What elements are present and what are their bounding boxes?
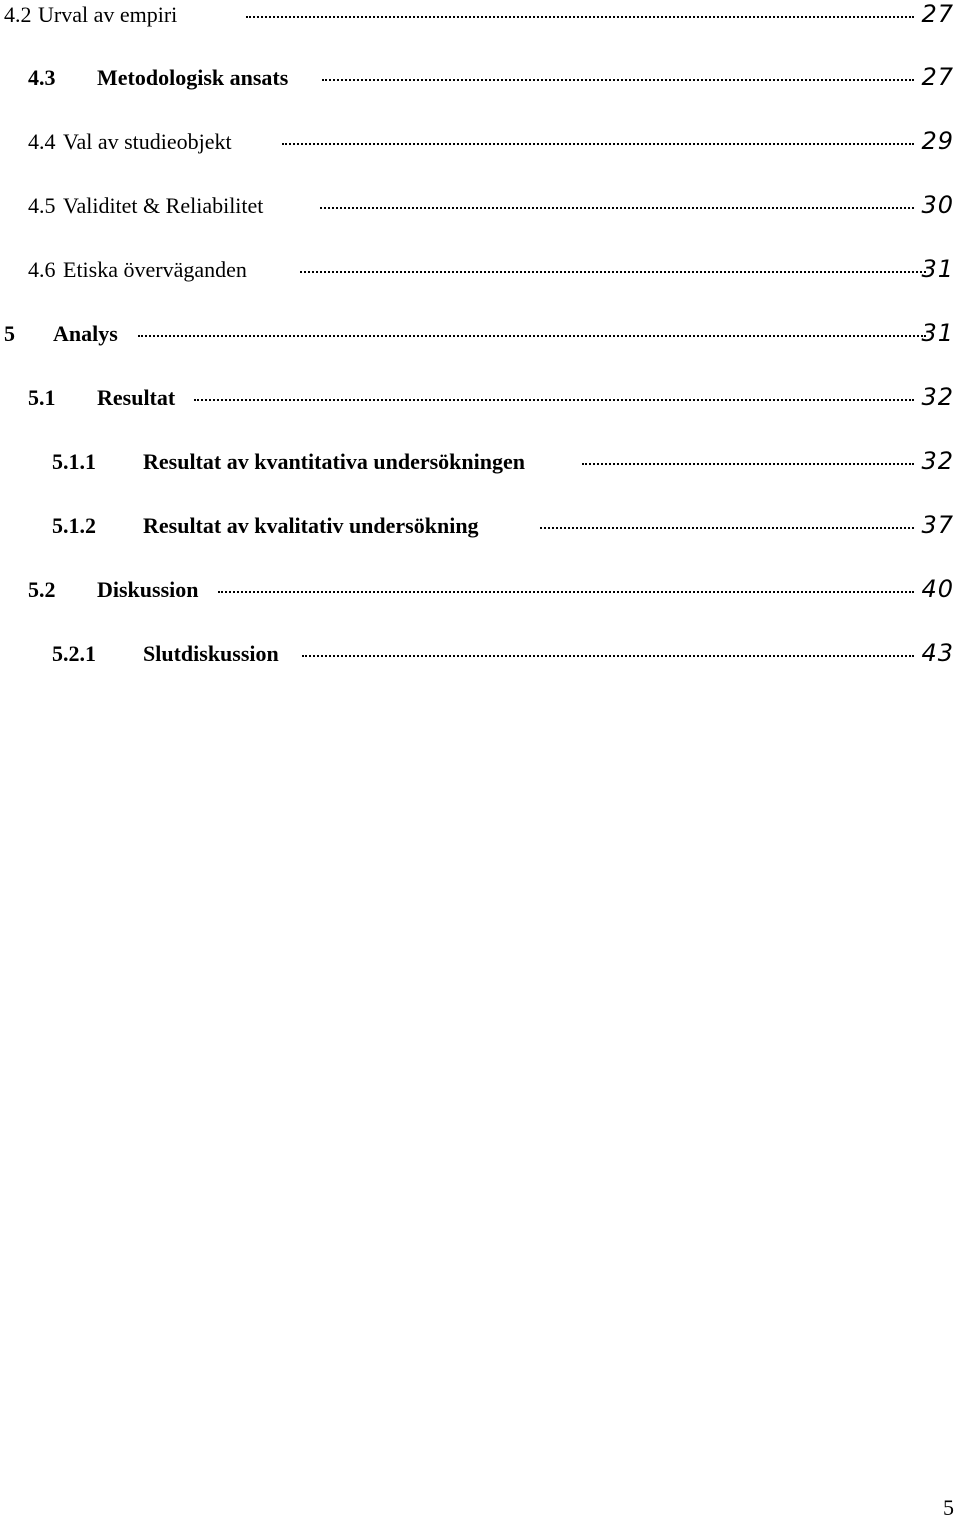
toc-entry-number: 4.3 (28, 65, 56, 90)
toc-entry-number: 5.2.1 (52, 641, 96, 666)
toc-entry-4-4[interactable] (0, 128, 960, 168)
toc-entry-number: 4.5 (28, 193, 56, 218)
toc-entry-number: 4.4 (28, 129, 56, 154)
toc-entry-page: 43 (921, 639, 954, 667)
toc-entry-4-5[interactable] (0, 192, 960, 232)
toc-entry-number: 4.2 (4, 2, 32, 27)
toc-entry-page: 31 (921, 319, 954, 347)
toc-entry-4-6[interactable] (0, 256, 960, 296)
toc-entry-5-1-1[interactable] (0, 448, 960, 488)
dot-leader (138, 331, 926, 337)
toc-entry-title: Diskussion (97, 577, 199, 602)
page-number: 5 (943, 1495, 954, 1520)
toc-entry-number: 5.2 (28, 577, 56, 602)
toc-entry-number: 5.1.1 (52, 449, 96, 474)
toc-entry-title: Analys (53, 321, 118, 346)
dot-leader (320, 203, 914, 209)
toc-entry-title: Slutdiskussion (143, 641, 279, 666)
toc-entry-number: 5.1.2 (52, 513, 96, 538)
toc-entry-title: Val av studieobjekt (63, 129, 232, 154)
dot-leader (218, 587, 914, 593)
toc-entry-4-2[interactable] (0, 1, 960, 41)
dot-leader (194, 395, 914, 401)
toc-entry-title: Metodologisk ansats (97, 65, 289, 90)
toc-entry-title: Validitet & Reliabilitet (63, 193, 264, 218)
dot-leader (322, 75, 914, 81)
dot-leader (540, 523, 914, 529)
toc-entry-page: 37 (921, 511, 954, 539)
toc-entry-page: 27 (921, 0, 954, 28)
toc-entry-4-3[interactable] (0, 64, 960, 104)
toc-entry-page: 30 (921, 191, 954, 219)
toc-entry-page: 32 (921, 383, 954, 411)
toc-entry-page: 40 (921, 575, 954, 603)
toc-entry-number: 5.1 (28, 385, 56, 410)
dot-leader (282, 139, 914, 145)
toc-entry-page: 31 (921, 255, 954, 283)
toc-entry-5-1[interactable] (0, 384, 960, 424)
toc-entry-title: Resultat av kvantitativa undersökningen (143, 449, 526, 474)
toc-entry-title: Urval av empiri (38, 2, 178, 27)
toc-entry-number: 5 (4, 321, 15, 346)
toc-entry-5-2[interactable] (0, 576, 960, 616)
toc-entry-page: 27 (921, 63, 954, 91)
toc-entry-title: Etiska överväganden (63, 257, 247, 282)
toc-entry-page: 32 (921, 447, 954, 475)
dot-leader (300, 267, 926, 273)
dot-leader (302, 651, 914, 657)
toc-entry-number: 4.6 (28, 257, 56, 282)
toc-entry-5-1-2[interactable] (0, 512, 960, 552)
dot-leader (582, 459, 914, 465)
toc-entry-title: Resultat (97, 385, 176, 410)
dot-leader (246, 12, 914, 18)
toc-entry-page: 29 (921, 127, 954, 155)
toc-entry-5-2-1[interactable] (0, 640, 960, 680)
toc-entry-title: Resultat av kvalitativ undersökning (143, 513, 479, 538)
toc-entry-5[interactable] (0, 320, 960, 360)
